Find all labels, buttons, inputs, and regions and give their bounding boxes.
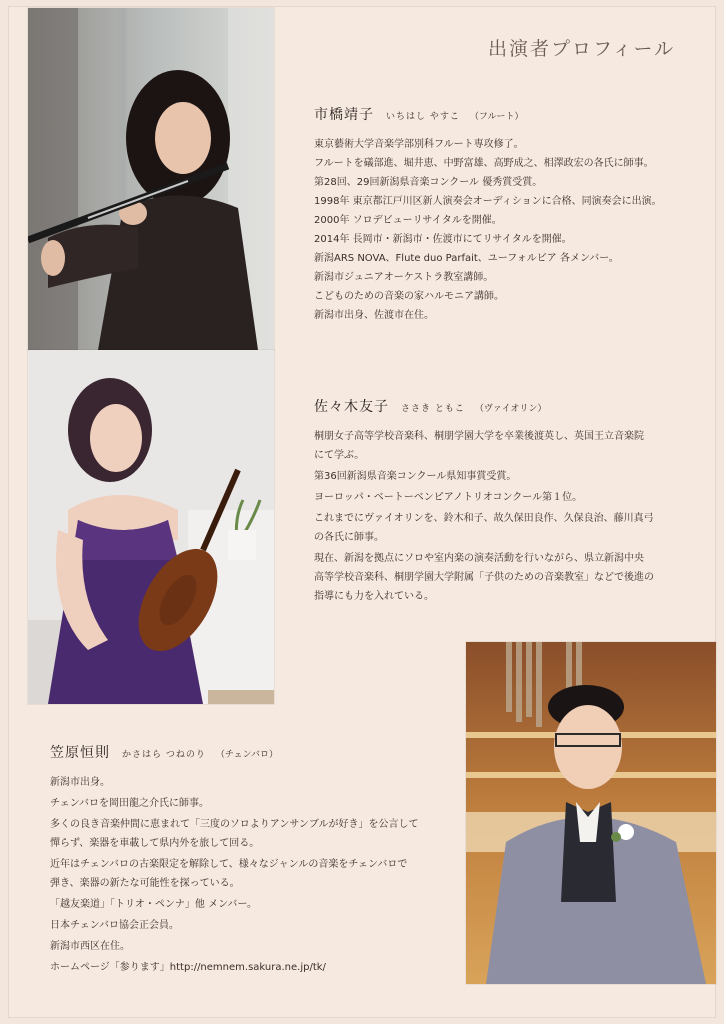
bio-line: フルートを礒部進、堀井恵、中野富雄、高野成之、相澤政宏の各氏に師事。 xyxy=(314,158,654,169)
bio-line: の各氏に師事。 xyxy=(314,532,384,543)
bio-paragraph xyxy=(50,855,419,893)
profile-violinist xyxy=(314,398,654,608)
performer-reading: かさはら つねのり xyxy=(122,750,206,760)
bio-paragraph xyxy=(50,916,419,935)
harpsichordist-photo xyxy=(466,642,716,984)
bio-paragraph xyxy=(314,488,654,507)
bio-paragraph xyxy=(314,427,654,465)
bio-paragraph xyxy=(50,937,419,956)
performer-reading: ささき ともこ xyxy=(401,404,465,414)
bio-line: 新潟市西区在住。 xyxy=(50,941,130,952)
bio-paragraph xyxy=(314,509,654,547)
bio-line: 現在、新潟を拠点にソロや室内楽の演奏活動を行いながら、県立新潟中央 xyxy=(314,553,644,564)
homepage-line: ホームページ「参ります」http://nemnem.sakura.ne.jp/tk/ xyxy=(50,962,326,973)
name-row xyxy=(314,398,654,419)
bio-line: 多くの良き音楽仲間に恵まれて「三度のソロよりアンサンブルが好き」を公言して xyxy=(50,819,419,830)
bio-line: 1998年 東京都江戸川区新人演奏会オーディションに合格、同演奏会に出演。 xyxy=(314,196,662,207)
performer-instrument: （チェンバロ） xyxy=(215,750,278,760)
bio-line: 桐朋女子高等学校音楽科、桐朋学園大学を卒業後渡英し、英国王立音楽院 xyxy=(314,431,644,442)
bio-line: 「越友楽道」「トリオ・ペンナ」他 メンバー。 xyxy=(50,899,257,910)
performer-name: 笠原恒則 xyxy=(50,745,110,761)
bio-paragraph xyxy=(314,549,654,606)
bio-line: 高等学校音楽科、桐朋学園大学附属「子供のための音楽教室」などで後進の xyxy=(314,572,654,583)
bio-line: 憚らず、楽器を車載して県内外を旅して回る。 xyxy=(50,838,260,849)
bio-paragraph xyxy=(50,794,419,813)
bio-line: 2000年 ソロデビューリサイタルを開催。 xyxy=(314,215,502,226)
bio-line: 第28回、29回新潟県音楽コンクール 優秀賞受賞。 xyxy=(314,177,543,188)
performer-name: 市橋靖子 xyxy=(314,107,374,123)
bio-paragraph xyxy=(50,895,419,914)
bio-line: にて学ぶ。 xyxy=(314,450,365,461)
bio-line: ヨーロッパ・ベートーベンピアノトリオコンクール第１位。 xyxy=(314,492,583,503)
bio-paragraph xyxy=(50,773,419,792)
performer-name: 佐々木友子 xyxy=(314,399,389,415)
profile-harpsichordist xyxy=(50,744,419,979)
page-title: 出演者プロフィール xyxy=(488,38,676,60)
name-row xyxy=(50,744,419,765)
bio-line: 第36回新潟県音楽コンクール県知事賞受賞。 xyxy=(314,471,517,482)
name-row xyxy=(314,106,662,127)
bio-line: 日本チェンバロ協会正会員。 xyxy=(50,920,179,931)
bio-paragraph xyxy=(314,467,654,486)
bio-line: チェンバロを岡田龍之介氏に師事。 xyxy=(50,798,209,809)
bio-line: 弾き、楽器の新たな可能性を探っている。 xyxy=(50,878,240,889)
bio-line: 2014年 長岡市・新潟市・佐渡市にてリサイタルを開催。 xyxy=(314,234,572,245)
bio-line: 新潟市出身。 xyxy=(50,777,110,788)
bio-line: 新潟市ジュニアオーケストラ教室講師。 xyxy=(314,272,494,283)
violinist-photo xyxy=(28,350,274,704)
bio-line: 新潟市出身、佐渡市在住。 xyxy=(314,310,434,321)
performer-instrument: （ヴァイオリン） xyxy=(474,404,547,414)
performer-instrument: （フルート） xyxy=(469,112,524,122)
bio-paragraph xyxy=(50,815,419,853)
bio-line: 東京藝術大学音楽学部別科フルート専攻修了。 xyxy=(314,139,524,150)
bio-line: 指導にも力を入れている。 xyxy=(314,591,434,602)
bio-line: 新潟ARS NOVA、Flute duo Parfait、ユーフォルビア 各メンバー。 xyxy=(314,253,619,264)
bio-paragraph xyxy=(50,958,419,977)
bio-line: これまでにヴァイオリンを、鈴木和子、故久保田良作、久保良治、藤川真弓 xyxy=(314,513,654,524)
flutist-photo xyxy=(28,8,274,350)
profile-flutist xyxy=(314,106,662,325)
performer-reading: いちはし やすこ xyxy=(386,112,460,122)
bio-line: こどものための音楽の家ハルモニア講師。 xyxy=(314,291,504,302)
bio-line: 近年はチェンバロの古楽限定を解除して、様々なジャンルの音楽をチェンバロで xyxy=(50,859,408,870)
